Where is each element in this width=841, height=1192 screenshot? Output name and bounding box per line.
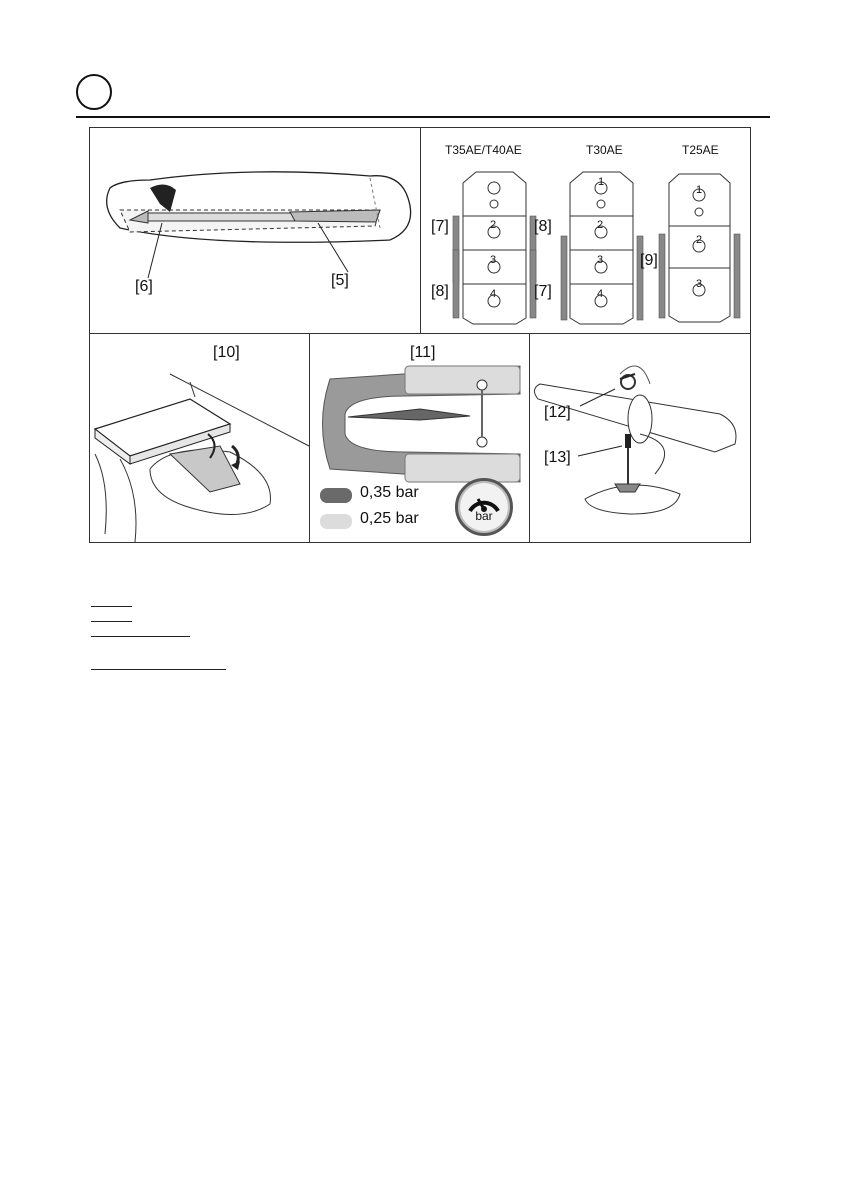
- board-number: 3: [696, 278, 703, 290]
- model-label-t25: T25AE: [682, 143, 719, 157]
- board-number: 3: [597, 254, 604, 266]
- board-number: 4: [597, 288, 604, 300]
- model-label-t35-t40: T35AE/T40AE: [445, 143, 522, 157]
- gauge-unit-text: bar: [475, 509, 493, 523]
- model-label-t30: T30AE: [586, 143, 623, 157]
- side-label-7-left: [7]: [431, 218, 449, 235]
- board-number: 2: [696, 234, 703, 246]
- panel-rolled-boat: [90, 128, 421, 334]
- header-rule: [76, 116, 770, 118]
- side-label-8-left: [8]: [431, 283, 449, 300]
- pressure-gauge-icon: [455, 478, 513, 536]
- board-number: 3: [490, 254, 497, 266]
- board-number: 2: [490, 219, 497, 231]
- board-number: 1: [696, 184, 703, 196]
- rolled-boat-illustration: [90, 128, 420, 333]
- underline-line-1: [91, 606, 132, 607]
- legend-swatch-high: [320, 488, 352, 503]
- panel-seat: [90, 334, 310, 542]
- label-13: [13]: [544, 449, 571, 466]
- legend-swatch-low: [320, 514, 352, 529]
- board-number: 1: [598, 176, 605, 188]
- panel-pressure: [310, 334, 530, 542]
- underline-line-3: [91, 636, 190, 637]
- label-11: [11]: [410, 344, 436, 361]
- floorboards-illustration: [421, 128, 750, 333]
- underline-line-2: [91, 621, 132, 622]
- panel-valve: [530, 334, 750, 542]
- section-marker-circle: [76, 74, 112, 110]
- legend-text-low: 0,25 bar: [360, 510, 419, 527]
- valve-illustration: [530, 334, 750, 542]
- legend-text-high: 0,35 bar: [360, 484, 419, 501]
- label-5: [5]: [331, 272, 349, 289]
- underline-line-4: [91, 669, 226, 670]
- label-12: [12]: [544, 404, 571, 421]
- label-6: [6]: [135, 278, 153, 295]
- label-10: [10]: [213, 344, 240, 361]
- side-label-8-right: [8]: [534, 218, 552, 235]
- panel-floorboards: [421, 128, 750, 334]
- board-number: 4: [490, 288, 497, 300]
- seat-illustration: [90, 334, 309, 542]
- side-label-7-right: [7]: [534, 283, 552, 300]
- board-number: 2: [597, 219, 604, 231]
- side-label-9: [9]: [640, 252, 658, 269]
